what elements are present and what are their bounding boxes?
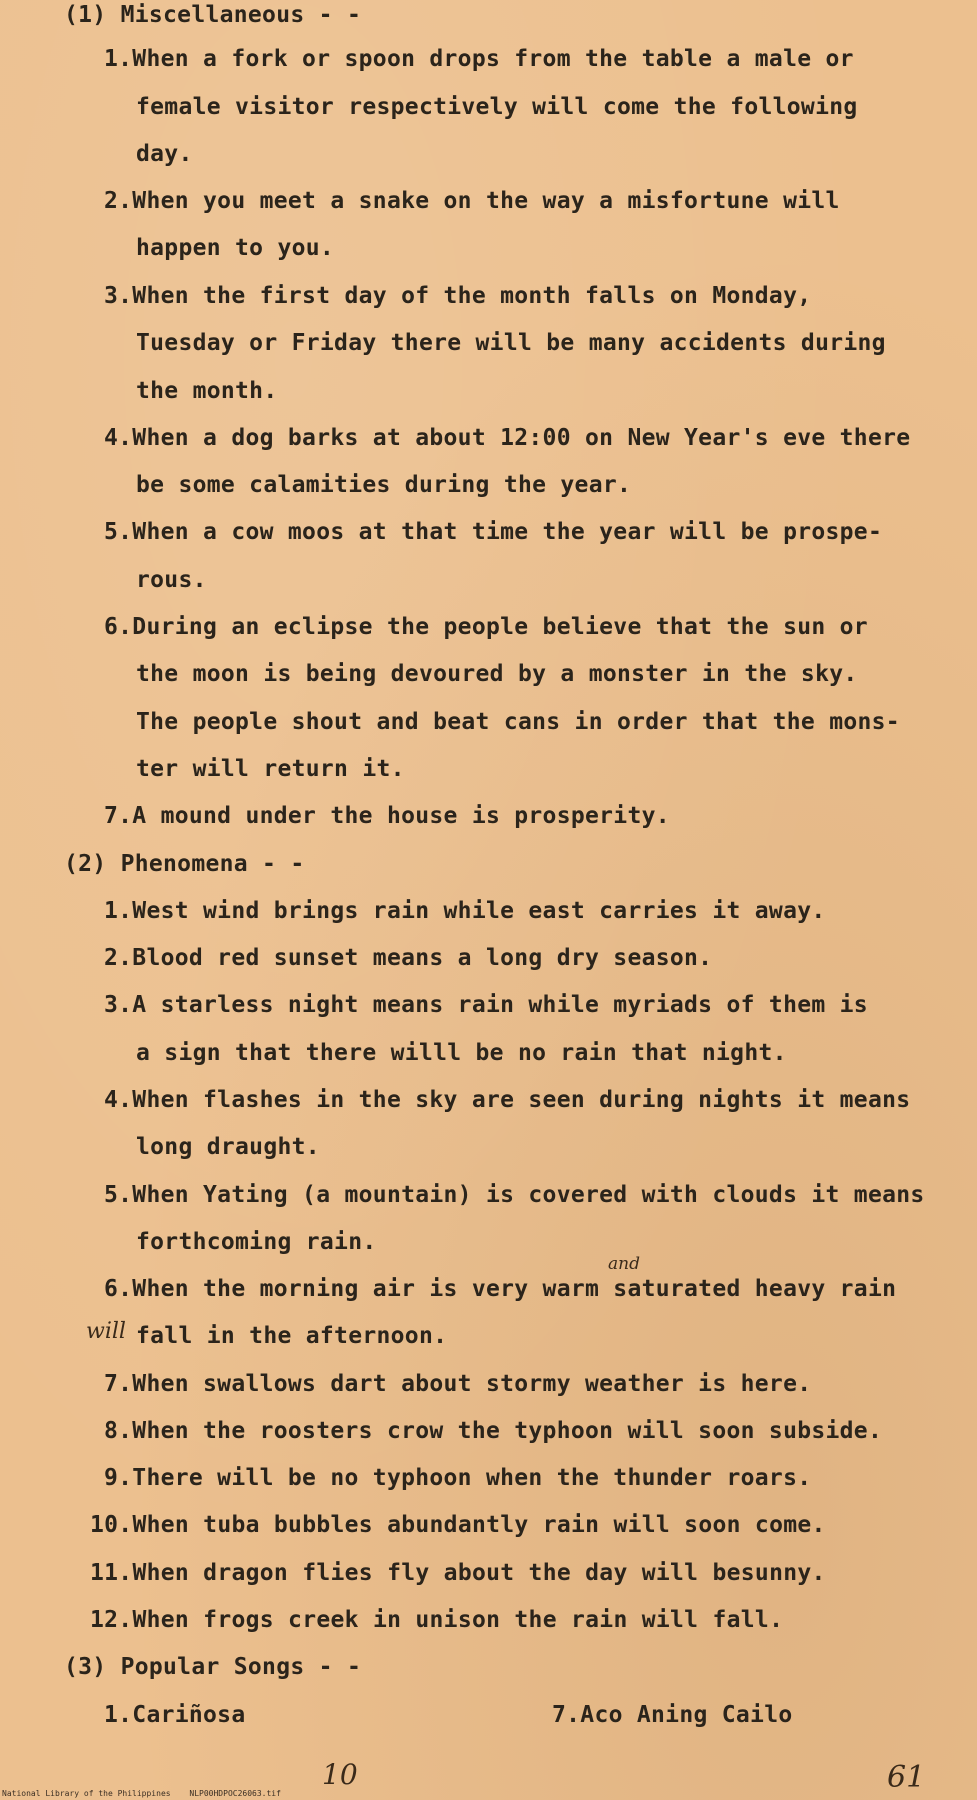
page-number-bottom-center: 10	[322, 1758, 358, 1791]
section-heading-popular-songs: (3) Popular Songs - -	[64, 1654, 362, 1680]
text-line: 1.When a fork or spoon drops from the table a male or	[104, 46, 854, 72]
handwritten-and-annotation: and	[608, 1254, 640, 1274]
text-line: the month.	[136, 378, 278, 404]
text-line: 10.When tuba bubbles abundantly rain will soon come.	[90, 1512, 826, 1538]
text-line: happen to you.	[136, 235, 335, 261]
text-line: 8.When the roosters crow the typhoon will soon subside.	[104, 1418, 883, 1444]
text-line: 4.When flashes in the sky are seen during nights it means	[104, 1087, 911, 1113]
text-line: rous.	[136, 567, 207, 593]
text-line: 4.When a dog barks at about 12:00 on New Year's eve there	[104, 425, 911, 451]
text-line: 7.When swallows dart about stormy weather is here.	[104, 1371, 812, 1397]
text-line: 2.When you meet a snake on the way a misfortune will	[104, 188, 840, 214]
text-line: long draught.	[136, 1134, 320, 1160]
text-line: forthcoming rain.	[136, 1229, 377, 1255]
text-line: the moon is being devoured by a monster in the sky.	[136, 661, 858, 687]
text-line: 5.When Yating (a mountain) is covered with clouds it means	[104, 1182, 925, 1208]
text-line: 1.West wind brings rain while east carries it away.	[104, 898, 826, 924]
text-line: The people shout and beat cans in order that the mons-	[136, 709, 900, 735]
text-line: 5.When a cow moos at that time the year will be prospe-	[104, 519, 883, 545]
text-line: 7.A mound under the house is prosperity.	[104, 803, 670, 829]
text-line: 6.During an eclipse the people believe that the sun or	[104, 614, 868, 640]
archive-footer	[2, 1789, 295, 1798]
text-line: Tuesday or Friday there will be many accidents during	[136, 330, 886, 356]
handwritten-will-annotation: will	[86, 1319, 126, 1344]
text-line: day.	[136, 141, 193, 167]
song-item: 1.Cariñosa	[104, 1702, 246, 1728]
text-line: fall in the afternoon.	[136, 1323, 448, 1349]
text-line: 2.Blood red sunset means a long dry season.	[104, 945, 713, 971]
text-line: be some calamities during the year.	[136, 472, 632, 498]
section-heading-phenomena: (2) Phenomena - -	[64, 851, 305, 877]
text-line: female visitor respectively will come the following	[136, 94, 858, 120]
section-heading-miscellaneous: (1) Miscellaneous - -	[64, 2, 362, 28]
song-item: 7.Aco Aning Cailo	[552, 1702, 793, 1728]
file-name: NLP00HDPOC26063.tif	[189, 1789, 281, 1798]
text-line: 3.When the first day of the month falls on Monday,	[104, 283, 812, 309]
library-name: National Library of the Philippines	[2, 1789, 171, 1798]
text-line: 9.There will be no typhoon when the thunder roars.	[104, 1465, 812, 1491]
text-line: 3.A starless night means rain while myriads of them is	[104, 992, 868, 1018]
text-line: 11.When dragon flies fly about the day will besunny.	[90, 1560, 826, 1586]
page-number-bottom-right: 61	[887, 1760, 926, 1795]
text-line: a sign that there willl be no rain that night.	[136, 1040, 787, 1066]
text-line: ter will return it.	[136, 756, 405, 782]
text-line: 12.When frogs creek in unison the rain will fall.	[90, 1607, 784, 1633]
text-line: 6.When the morning air is very warm saturated heavy rain	[104, 1276, 897, 1302]
